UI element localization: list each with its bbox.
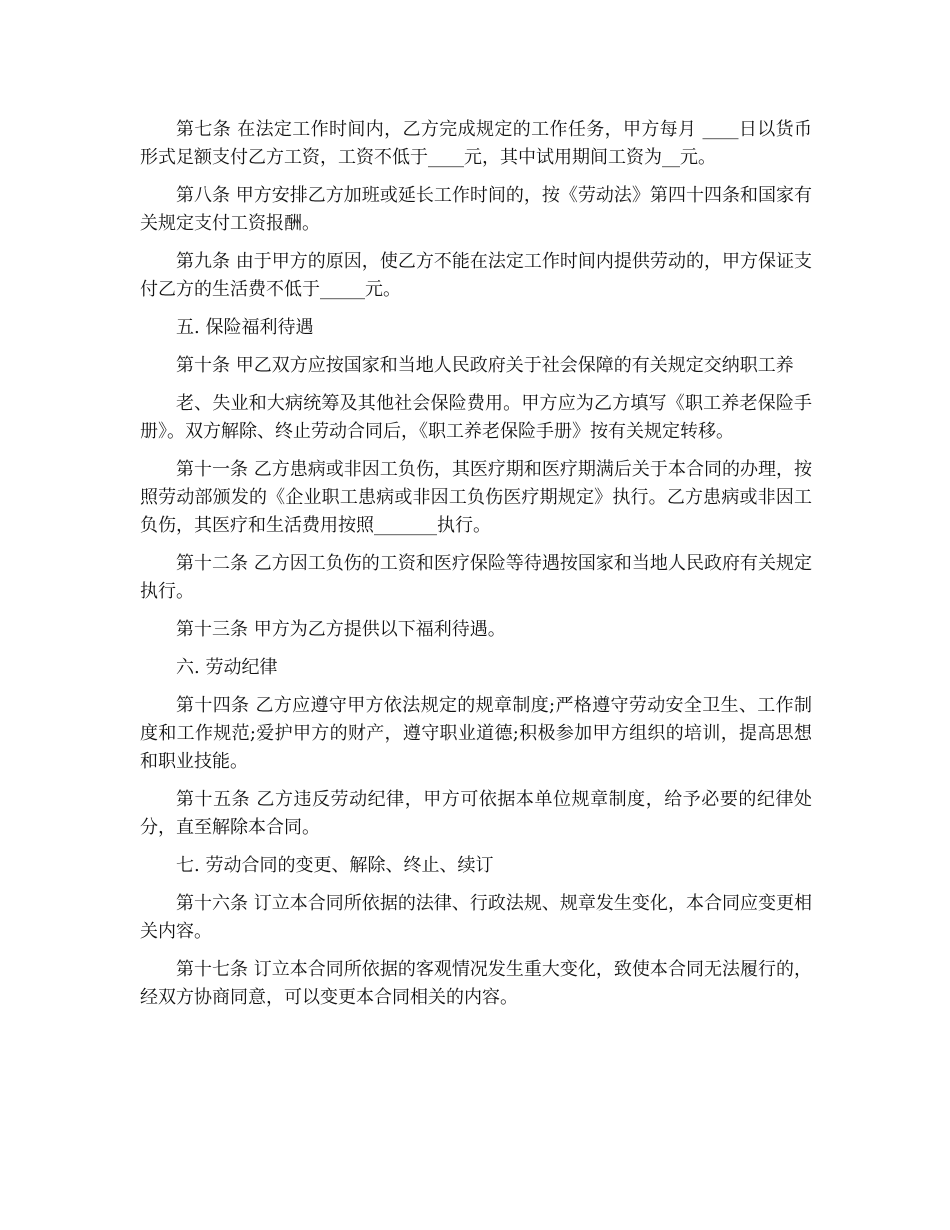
article-12: 第十二条 乙方因工负伤的工资和医疗保险等待遇按国家和当地人民政府有关规定执行。 [140,553,812,602]
article-14: 第十四条 乙方应遵守甲方依法规定的规章制度;严格遵守劳动安全卫生、工作制度和工作规范;爱护甲方的财产，遵守职业道德;积极参加甲方组织的培训，提高思想和职业技能。 [140,695,812,772]
section-heading-insurance: 五. 保险福利待遇 [176,317,314,338]
section-heading-contract-changes: 七. 劳动合同的变更、解除、终止、续订 [176,855,494,876]
article-7: 第七条 在法定工作时间内，乙方完成规定的工作任务，甲方每月 ____日以货币形式足额支付乙方工资，工资不低于____元，其中试用期间工资为__元。 [140,119,812,168]
article-17: 第十七条 订立本合同所依据的客观情况发生重大变化，致使本合同无法履行的，经双方协商同意，可以变更本合同相关的内容。 [140,959,812,1008]
article-10-continued: 老、失业和大病统筹及其他社会保险费用。甲方应为乙方填写《职工养老保险手册》。双方解除、终止劳动合同后，《职工养老保险手册》按有关规定转移。 [140,393,812,442]
article-11: 第十一条 乙方患病或非因工负伤，其医疗期和医疗期满后关于本合同的办理，按照劳动部颁发的《企业职工患病或非因工负伤医疗期规定》执行。乙方患病或非因工负伤，其医疗和生活费用按照_______执行。 [140,459,812,536]
section-heading-discipline: 六. 劳动纪律 [176,657,278,678]
article-10: 第十条 甲乙双方应按国家和当地人民政府关于社会保障的有关规定交纳职工养 [176,355,794,376]
article-16: 第十六条 订立本合同所依据的法律、行政法规、规章发生变化，本合同应变更相关内容。 [140,893,812,942]
document-body [140,116,812,1022]
article-9: 第九条 由于甲方的原因，使乙方不能在法定工作时间内提供劳动的，甲方保证支付乙方的生活费不低于_____元。 [140,251,812,300]
article-15: 第十五条 乙方违反劳动纪律，甲方可依据本单位规章制度，给予必要的纪律处分，直至解除本合同。 [140,789,812,838]
article-13: 第十三条 甲方为乙方提供以下福利待遇。 [176,619,506,640]
article-8: 第八条 甲方安排乙方加班或延长工作时间的，按《劳动法》第四十四条和国家有关规定支付工资报酬。 [140,185,812,234]
